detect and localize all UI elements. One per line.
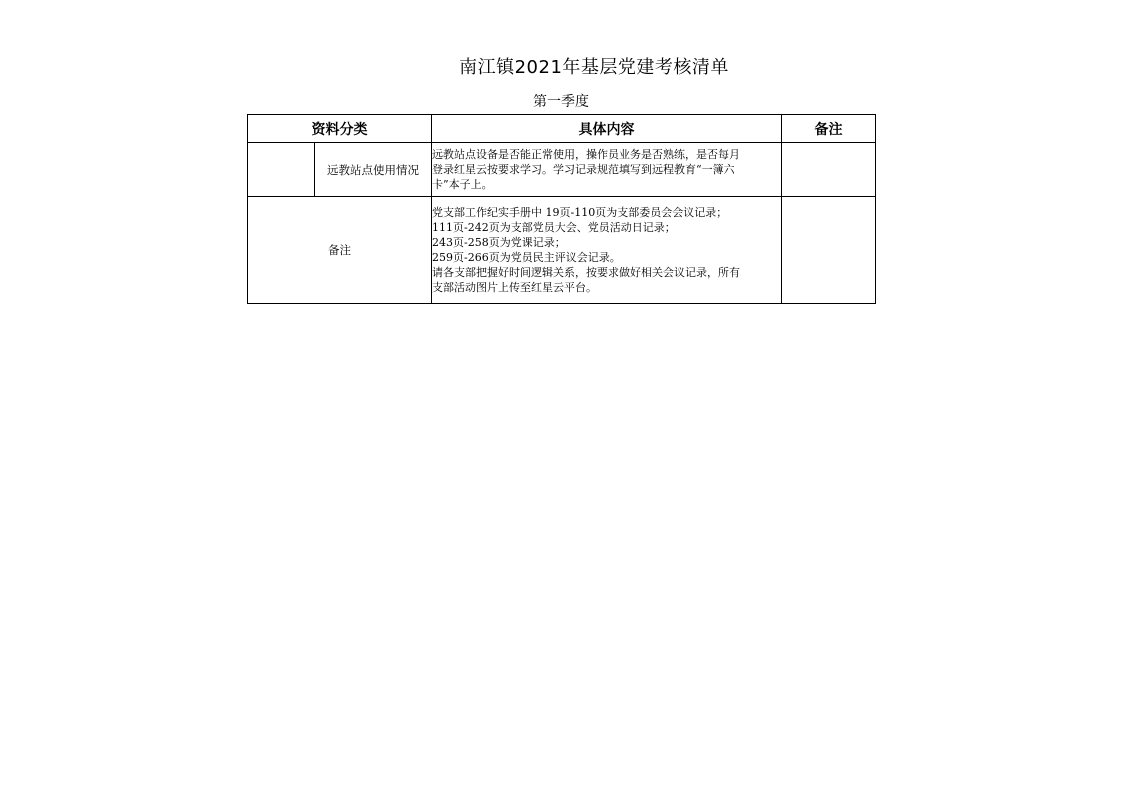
remarks-cell xyxy=(782,143,876,197)
checklist-table xyxy=(247,114,876,304)
table-row xyxy=(248,143,876,197)
quarter-subtitle: 第一季度 xyxy=(533,94,589,110)
content-cell xyxy=(432,197,782,304)
page-title: 南江镇2021年基层党建考核清单 xyxy=(459,57,729,78)
category-sub-cell: 远教站点使用情况 xyxy=(315,143,432,197)
content-line: 卡”本子上。 xyxy=(432,178,493,191)
category-main-cell xyxy=(248,143,315,197)
header-content: 具体内容 xyxy=(432,115,782,143)
content-cell xyxy=(432,143,782,197)
header-category: 资料分类 xyxy=(248,115,432,143)
content-line: 259页-266页为党员民主评议会记录。 xyxy=(432,251,621,264)
content-line: 请各支部把握好时间逻辑关系，按要求做好相关会议记录，所有 xyxy=(432,266,740,279)
notes-label-cell: 备注 xyxy=(248,197,432,304)
table-header-row xyxy=(248,115,876,143)
content-line: 登录红星云按要求学习。学习记录规范填写到远程教育“一簿六 xyxy=(432,163,735,176)
table-row xyxy=(248,197,876,304)
content-line: 远教站点设备是否能正常使用，操作员业务是否熟练，是否每月 xyxy=(432,148,740,161)
content-line: 111页-242页为支部党员大会、党员活动日记录； xyxy=(432,221,676,234)
content-line: 党支部工作纪实手册中 19页-110页为支部委员会会议记录； xyxy=(432,206,728,219)
content-line: 支部活动图片上传至红星云平台。 xyxy=(432,281,597,294)
content-line: 243页-258页为党课记录； xyxy=(432,236,566,249)
header-remarks: 备注 xyxy=(782,115,876,143)
remarks-cell xyxy=(782,197,876,304)
